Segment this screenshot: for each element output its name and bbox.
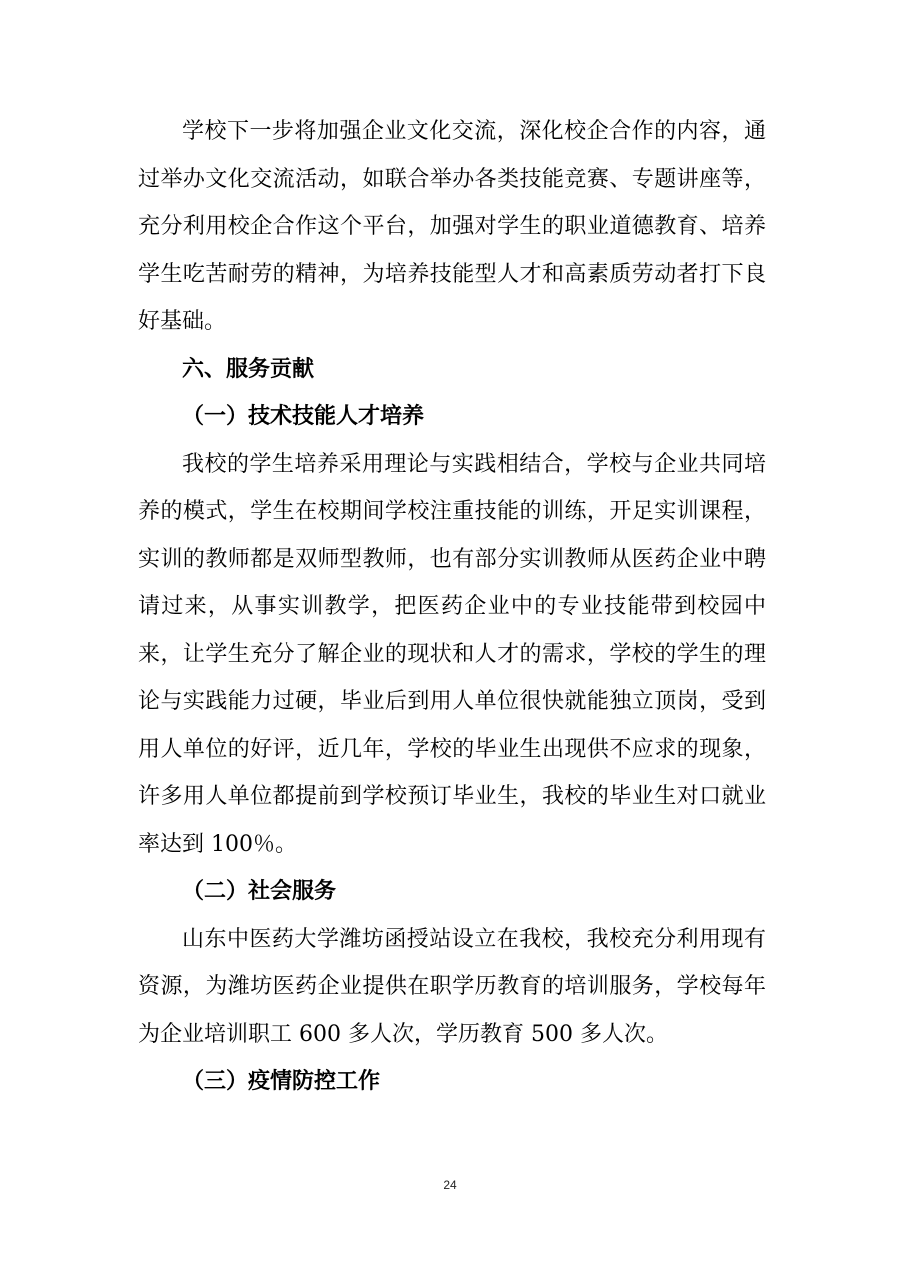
subsection-title-social-service: （二）社会服务 bbox=[182, 878, 337, 904]
subsection-title-epidemic-control: （三）疫情防控工作 bbox=[182, 1068, 381, 1094]
subsection-title-talent-training: （一）技术技能人才培养 bbox=[182, 403, 425, 429]
paragraph-social-service: 山东中医药大学潍坊函授站设立在我校，我校充分利用现有资源，为潍坊医药企业提供在职学历教育的培训服务，学校每年为企业培训职工 600 多人次，学历教育 500 多人次。 bbox=[138, 926, 766, 1047]
section-title-service-contribution: 六、服务贡献 bbox=[182, 355, 315, 382]
paragraph-school-culture-exchange: 学校下一步将加强企业文化交流，深化校企合作的内容，通过举办文化交流活动，如联合举办各类技能竞赛、专题讲座等，充分利用校企合作这个平台，加强对学生的职业道德教育、培养学生吃苦耐劳的精神，为培养技能型人才和高素质劳动者打下良好基础。 bbox=[138, 119, 766, 334]
page-number: 24 bbox=[443, 1178, 457, 1192]
page-content bbox=[138, 108, 766, 1106]
paragraph-talent-training: 我校的学生培养采用理论与实践相结合，学校与企业共同培养的模式，学生在校期间学校注重技能的训练，开足实训课程，实训的教师都是双师型教师，也有部分实训教师从医药企业中聘请过来，从事实训教学，把医药企业中的专业技能带到校园中来，让学生充分了解企业的现状和人才的需求，学校的学生的理论与实践能力过硬，毕业后到用人单位很快就能独立顶岗，受到用人单位的好评，近几年，学校的毕业生出现供不应求的现象，许多用人单位都提前到学校预订毕业生，我校的毕业生对口就业率达到 100％。 bbox=[138, 451, 766, 857]
